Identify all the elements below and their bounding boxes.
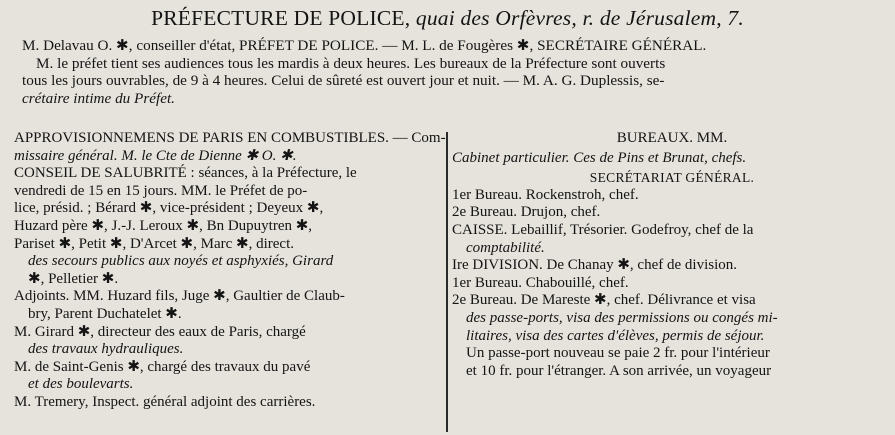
text-line: M. de Saint-Genis ✱, chargé des travaux du pavé [14,358,311,375]
text-line: M. Girard ✱, directeur des eaux de Paris, chargé [14,323,306,340]
text-line: Huzard père ✱, J.-J. Leroux ✱, Bn Dupuytren ✱, [14,217,313,234]
text-line: et des boulevarts. [28,376,134,393]
intro-line: crétaire intime du Préfet. [22,89,175,107]
text-line: 1er Bureau. Rockenstroh, chef. [452,186,639,203]
text-line: Pariset ✱, Petit ✱, D'Arcet ✱, Marc ✱, direct. [14,235,294,252]
text-line: 1er Bureau. Chabouillé, chef. [452,274,629,291]
text-line: des travaux hydrauliques. [28,341,184,358]
text-line: Un passe-port nouveau se paie 2 fr. pour l'intérieur [466,345,770,362]
text-line: Adjoints. MM. Huzard fils, Juge ✱, Gaultier de Claub- [14,288,345,305]
page-title [0,6,895,31]
title-address: quai des Orfèvres, r. de Jérusalem, 7. [415,6,744,30]
text-line: et 10 fr. pour l'étranger. A son arrivée, un voyageur [466,362,772,379]
text-line: Ire DIVISION. De Chanay ✱, chef de division. [452,257,737,274]
text-line: 2e Bureau. De Mareste ✱, chef. Délivrance et visa [452,292,756,309]
text-line: CAISSE. Lebaillif, Trésorier. Godefroy, chef de la [452,221,754,238]
text-line: des passe-ports, visa des permissions ou congés mi- [466,309,778,326]
column-divider [446,132,448,432]
text-line: Cabinet particulier. Ces de Pins et Brunat, chefs. [452,149,747,166]
text-line: APPROVISIONNEMENS DE PARIS EN COMBUSTIBLES. — Com- [14,130,446,146]
text-line: CONSEIL DE SALUBRITÉ : séances, à la Préfecture, le [14,165,357,182]
text-line: ✱, Pelletier ✱. [28,270,119,287]
section-heading-secretariat: SECRÉTARIAT GÉNÉRAL. [589,170,755,186]
text-line: bry, Parent Duchatelet ✱. [28,305,182,322]
text-line: M. Tremery, Inspect. général adjoint des carrières. [14,393,316,410]
text-line: litaires, visa des cartes d'élèves, permis de séjour. [466,327,765,344]
intro-line: tous les jours ouvrables, de 9 à 4 heures. Celui de sûreté est ouvert jour et nuit. — M. A. G. Duplessis, se- [22,72,665,90]
text-line: comptabilité. [466,239,545,256]
intro-line: M. Delavau O. ✱, conseiller d'état, PRÉFET DE POLICE. — M. L. de Fougères ✱, SECRÉTAIRE GÉNÉRAL. [22,37,707,54]
text-line: 2e Bureau. Drujon, chef. [452,204,601,221]
right-column [452,130,892,380]
left-column [14,130,446,412]
intro-paragraph [22,37,880,107]
text-line: des secours publics aux noyés et asphyxiés, Girard [28,253,334,270]
text-line: missaire général. M. le Cte de Dienne ✱ O. ✱. [14,147,297,164]
title-main: PRÉFECTURE DE POLICE, [151,6,411,30]
section-heading-bureaux: BUREAUX. MM. [616,130,728,146]
text-line: lice, présid. ; Bérard ✱, vice-président ; Deyeux ✱, [14,200,324,217]
intro-line: M. le préfet tient ses audiences tous les mardis à deux heures. Les bureaux de la Préfecture sont ouverts [36,54,666,72]
text-line: vendredi de 15 en 15 jours. MM. le Préfet de po- [14,182,308,199]
